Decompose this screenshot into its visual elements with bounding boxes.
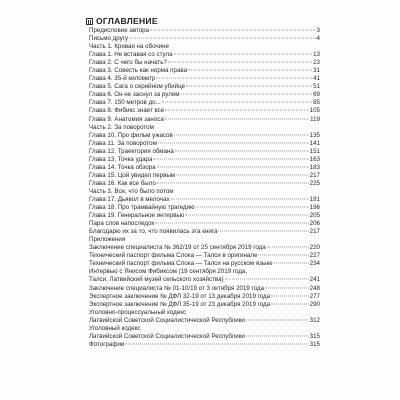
toc-entry	[89, 140, 320, 148]
dot-leader	[150, 30, 315, 31]
toc-entry-page: 183	[309, 163, 320, 171]
toc-entry	[89, 285, 320, 293]
dot-leader	[181, 94, 313, 95]
toc-entry	[89, 341, 320, 349]
toc-entry-page: 3	[316, 27, 320, 34]
dot-leader	[188, 70, 312, 71]
toc-entry-page: 225	[309, 179, 320, 187]
dot-leader	[165, 118, 309, 119]
dot-leader	[162, 102, 312, 103]
toc-entry-title: Глава 5. Сага о серийном убийце	[89, 83, 185, 91]
toc-entry-title: Глава 4. 35-й километр	[89, 75, 156, 83]
toc-entry-title: Заключение специалиста № 01-10/19 от 3 октября 2019 года	[89, 284, 265, 292]
toc-entry	[89, 124, 320, 132]
toc-entry-page: 181	[309, 195, 320, 203]
toc-entry	[89, 325, 320, 333]
toc-entry-title: Глава 7. 150 метров до...	[89, 99, 161, 107]
toc-entry	[89, 164, 320, 172]
toc-entry	[89, 27, 320, 35]
toc-entry-title: Приложения	[89, 236, 126, 244]
toc-entry	[89, 116, 320, 124]
toc-entry-title: Глава 10. Про фильм ужасов	[89, 131, 173, 139]
toc-entry-title: Глава 15. Цой увидел первым	[89, 171, 176, 179]
toc-entry-title: Часть 3. Все, что было потом	[89, 187, 174, 195]
section-marker-icon	[86, 18, 93, 25]
toc-entry-title: Уголовно-процессуальный кодекс	[89, 308, 187, 316]
dot-leader	[186, 86, 312, 87]
toc-entry	[89, 268, 320, 276]
toc-entry-page: 119	[310, 115, 320, 123]
toc-entry	[89, 276, 320, 284]
toc-entry	[89, 148, 320, 156]
toc-entry-title: Глава 19. Генеральное интервью	[89, 212, 185, 220]
dot-leader	[274, 263, 309, 264]
toc-entry-title: Глава 18. Про трамвайную трагедию	[89, 204, 195, 212]
dot-leader	[196, 207, 309, 208]
toc-entry-page: 217	[309, 171, 320, 179]
toc-entry-title: Глава 3. Совесть как норма права	[89, 67, 188, 75]
dot-leader	[156, 78, 312, 79]
toc-entry-title: Глава 9. Анатомия заноса	[89, 115, 164, 123]
dot-leader	[258, 255, 308, 256]
toc-entry-title: Интервью с Янисом Фибиксом (19 сентября 2019 года,	[89, 268, 248, 276]
toc-entry	[89, 220, 320, 228]
toc-entry	[89, 107, 320, 115]
dot-leader	[175, 150, 309, 151]
toc-entry	[89, 228, 320, 236]
dot-leader	[174, 54, 313, 55]
toc-entry-page: 13	[313, 51, 320, 59]
dot-leader	[185, 215, 308, 216]
toc-entry-title: Часть 1. Кривая на обочине	[89, 43, 169, 51]
dot-leader	[157, 182, 309, 183]
toc-entry-title: Экспертное заключение № ДФЛ 32-19 от 13 декабря 2019 года	[89, 292, 271, 300]
toc-entry-title: Пара слов напоследок	[89, 220, 155, 228]
toc-entry-title: Латвийской Советской Социалистической Республики	[89, 332, 245, 340]
toc-entry-page: 315	[309, 332, 320, 340]
toc-entry-title: Глава 11. За поворотом	[89, 139, 157, 147]
toc-entry	[89, 309, 320, 317]
toc-entry	[89, 59, 320, 67]
toc-entry-page: 315	[309, 340, 320, 348]
toc-entry	[89, 67, 320, 75]
toc-entry	[89, 333, 320, 341]
toc-entry-title: Технический паспорт фильма Слока — Талси в оригинале	[89, 252, 258, 260]
toc-entry-page: 248	[309, 284, 320, 292]
toc-entry-title: Часть 2. За поворотом	[89, 123, 154, 131]
toc-entry-page: 220	[309, 244, 320, 252]
toc-entry-page: 241	[309, 276, 320, 284]
toc-entry-page: 141	[309, 139, 320, 147]
toc-entry	[89, 317, 320, 325]
dot-leader	[225, 279, 309, 280]
toc-entry-page: 206	[309, 220, 320, 228]
dot-leader	[176, 174, 308, 175]
toc-entry-page: 227	[309, 252, 320, 260]
toc-entry-title: Заключение специалиста № 362/19 от 25 сентября 2019 года	[89, 244, 266, 252]
toc-entry-title: Глава 17. Дьявол в мелочах	[89, 195, 170, 203]
toc-entry-page: 290	[309, 300, 320, 308]
toc-entry-page: 151	[309, 147, 320, 155]
toc-entry-title: Глава 2. С чего бы начать?	[89, 59, 167, 67]
toc-entry-page: 312	[309, 316, 320, 324]
toc-entry	[89, 188, 320, 196]
toc-entry	[89, 132, 320, 140]
toc-heading-text: ОГЛАВЛЕНИЕ	[96, 16, 158, 26]
toc-entry-page: 105	[309, 107, 320, 115]
toc-entry	[89, 35, 320, 43]
toc-entry-title: Латвийской Советской Социалистической Республики	[89, 316, 245, 324]
toc-entry-title: Технический паспорт фильма Слока — Талси на русском языке	[89, 260, 273, 268]
toc-entry	[89, 212, 320, 220]
toc-entry-page: 31	[313, 67, 320, 75]
toc-entry-title: Благодарю их за то, что появилась эта книга	[89, 228, 218, 236]
toc-entry-title: Талси, Латвийский музей сельского хозяйства)	[89, 276, 224, 284]
toc-entry	[89, 99, 320, 107]
toc-entry-title: Экспертное заключение № ДФЛ 35-19 от 23 декабря 2019 года	[89, 300, 271, 308]
toc-entry-title: Глава 8. Фибикс знает все	[89, 107, 165, 115]
toc-entry-page: 4	[316, 35, 320, 43]
toc-entry-title: Уголовный кодекс	[89, 324, 141, 332]
dot-leader	[271, 295, 309, 296]
toc-entry	[89, 204, 320, 212]
toc-entry-page: 277	[309, 292, 320, 300]
toc-entry-page: 41	[313, 75, 320, 83]
toc-entry-page: 163	[309, 155, 320, 163]
toc-entry	[89, 83, 320, 91]
toc-entry-title: Глава 1. Не вставая со стула	[89, 51, 173, 59]
toc-entry	[89, 293, 320, 301]
toc-entry	[89, 301, 320, 309]
toc-entry-title: Глава 16. Как все было	[89, 179, 156, 187]
toc-entry-page: 69	[313, 91, 320, 99]
toc-entry	[89, 252, 320, 260]
dot-leader	[218, 231, 308, 232]
dot-leader	[158, 142, 309, 143]
toc-entry	[89, 236, 320, 244]
toc-entry-title: Глава 6. Он не заснул за рулем	[89, 91, 180, 99]
toc-entry-page: 205	[309, 212, 320, 220]
dot-leader	[174, 134, 309, 135]
toc-entry-page: 234	[309, 260, 320, 268]
dot-leader	[246, 335, 309, 336]
toc-entry	[89, 51, 320, 59]
toc-entry-page: 23	[313, 59, 320, 67]
toc-entry-title: Письмо другу	[89, 35, 129, 43]
toc-entry-page: 51	[313, 83, 320, 91]
dot-leader	[153, 158, 308, 159]
toc-entry	[89, 75, 320, 83]
toc-entry	[89, 172, 320, 180]
dot-leader	[171, 198, 309, 199]
toc-entry-page: 196	[309, 204, 320, 212]
toc-entry	[89, 260, 320, 268]
toc-entry-page: 85	[313, 99, 320, 107]
toc-entry	[89, 91, 320, 99]
toc-entry-title: Глава 13. Точка удара	[89, 155, 153, 163]
toc-entry	[89, 180, 320, 188]
dot-leader	[165, 110, 308, 111]
table-of-contents	[89, 27, 320, 349]
toc-entry-page: 135	[309, 131, 320, 139]
dot-leader	[271, 303, 309, 304]
dot-leader	[246, 319, 309, 320]
toc-entry-title: Глава 12. Траектория обмана	[89, 147, 174, 155]
toc-entry-title: Фотографии	[89, 340, 125, 348]
dot-leader	[265, 287, 309, 288]
toc-entry	[89, 244, 320, 252]
dot-leader	[155, 223, 309, 224]
dot-leader	[157, 166, 309, 167]
dot-leader	[168, 62, 312, 63]
dot-leader	[129, 38, 315, 39]
toc-entry	[89, 156, 320, 164]
toc-entry-page: 217	[309, 228, 320, 236]
dot-leader	[267, 247, 309, 248]
toc-entry-title: Предисловие автора	[89, 27, 150, 34]
toc-entry	[89, 43, 320, 51]
dot-leader	[125, 343, 308, 344]
toc-entry-title: Глава 14. Точка обзора	[89, 163, 156, 171]
toc-entry	[89, 196, 320, 204]
toc-heading	[86, 16, 158, 26]
